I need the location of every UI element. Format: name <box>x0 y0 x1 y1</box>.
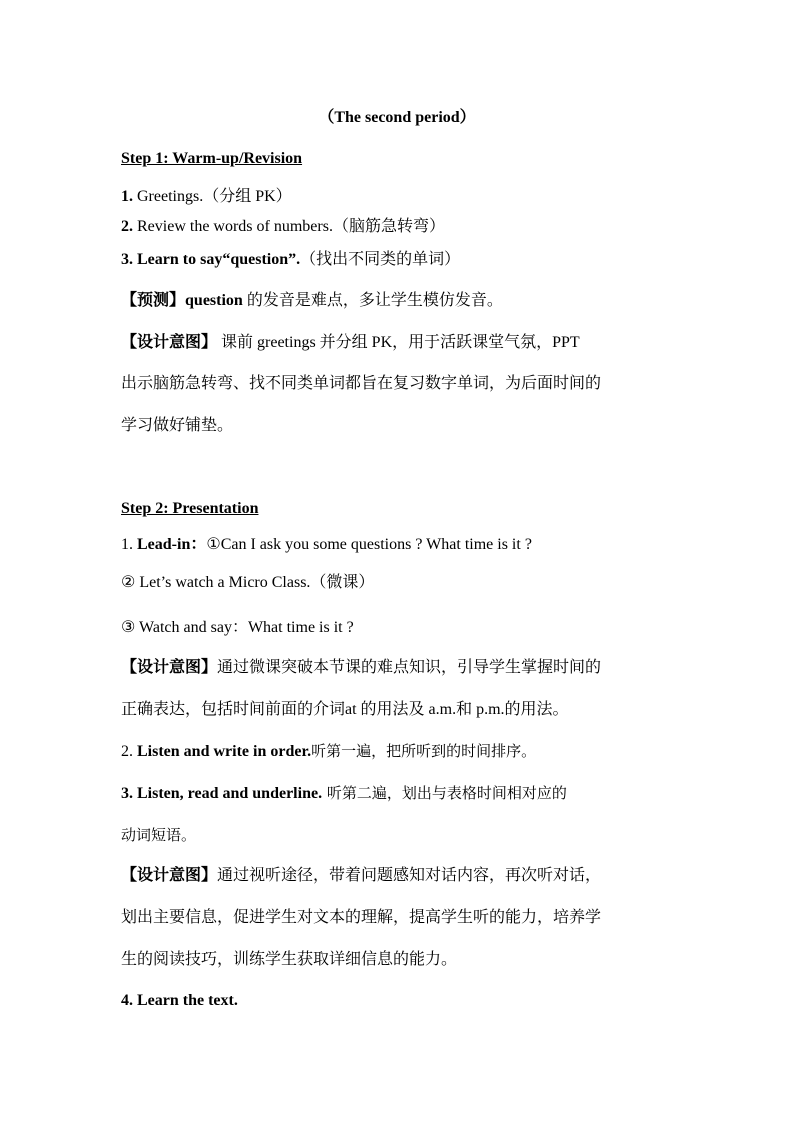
step2-item-2: 2. Listen and write in order.听第一遍，把所听到的时间排序。 <box>121 742 537 760</box>
step2-design-intent-2-line-3: 生的阅读技巧，训练学生获取详细信息的能力。 <box>121 951 458 968</box>
step2-design-intent-2-line-1: 【设计意图】通过视听途径，带着问题感知对话内容，再次听对话， <box>121 867 602 884</box>
step2-design-intent-2-line-2: 划出主要信息，促进学生对文本的理解，提高学生听的能力，培养学 <box>121 909 602 926</box>
period-title: （The second period） <box>318 109 476 126</box>
step2-item-3: 3. Listen, read and underline. 听第二遍，划出与表格时间相对应的 <box>121 784 567 802</box>
step1-design-intent-line-1: 【设计意图】 课前 greetings 并分组 PK，用于活跃课堂气氛，PPT <box>121 334 580 351</box>
step2-item-3-line-2: 动词短语。 <box>121 826 197 844</box>
step2-design-intent-1-line-1: 【设计意图】通过微课突破本节课的难点知识，引导学生掌握时间的 <box>121 659 602 676</box>
step1-prediction: 【预测】question 的发音是难点，多让学生模仿发音。 <box>121 292 503 309</box>
step2-item-1: 1. Lead-in：①Can I ask you some questions ? What time is it ? <box>121 536 532 553</box>
step1-heading: Step 1: Warm-up/Revision <box>121 150 303 167</box>
step2-item-4: 4. Learn the text. <box>121 992 238 1009</box>
step2-sub-item-2: ② Let’s watch a Micro Class.（微课） <box>121 574 375 591</box>
step2-design-intent-1-line-2: 正确表达，包括时间前面的介词at 的用法及 a.m.和 p.m.的用法。 <box>121 701 569 718</box>
step1-item-2: 2. Review the words of numbers.（脑筋急转弯） <box>121 218 445 235</box>
step2-sub-item-3: ③ Watch and say：What time is it ? <box>121 619 354 636</box>
step1-item-3: 3. Learn to say“question”.（找出不同类的单词） <box>121 251 461 268</box>
step1-design-intent-line-3: 学习做好铺垫。 <box>121 417 234 434</box>
step2-heading: Step 2: Presentation <box>121 500 259 517</box>
step1-item-1: 1. Greetings.（分组 PK） <box>121 188 292 205</box>
step1-design-intent-line-2: 出示脑筋急转弯、找不同类单词都旨在复习数字单词，为后面时间的 <box>121 375 602 392</box>
